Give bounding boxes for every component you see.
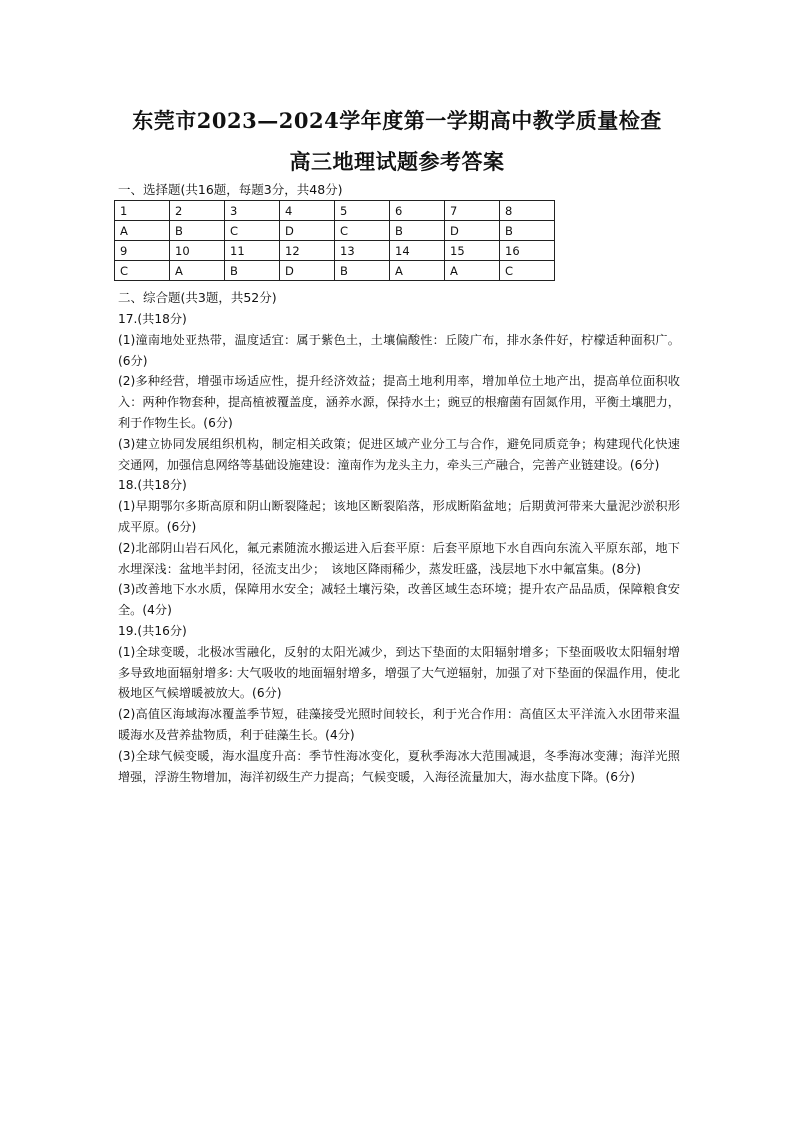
answer-paragraph: (3)改善地下水水质，保障用水安全；减轻土壤污染，改善区域生态环境；提升农产品品质，保障粮食安全。(4分) bbox=[118, 582, 680, 618]
table-cell-answer: A bbox=[445, 261, 500, 281]
table-cell-number: 15 bbox=[445, 241, 500, 261]
table-cell-number: 11 bbox=[225, 241, 280, 261]
table-row-answers bbox=[115, 261, 555, 281]
table-cell-number: 7 bbox=[445, 201, 500, 221]
table-cell-answer: D bbox=[445, 221, 500, 241]
answer-paragraph: (1)早期鄂尔多斯高原和阴山断裂隆起；该地区断裂陷落，形成断陷盆地；后期黄河带来大量泥沙淤积形成平原。(6分) bbox=[118, 499, 680, 534]
table-cell-answer: A bbox=[170, 261, 225, 281]
table-cell-number: 10 bbox=[170, 241, 225, 261]
table-cell-answer: C bbox=[225, 221, 280, 241]
table-cell-number: 14 bbox=[390, 241, 445, 261]
question-18 bbox=[118, 475, 680, 621]
table-row-question-numbers bbox=[115, 241, 555, 261]
section-heading-choice: 一、选择题(共16题，每题3分，共48分) bbox=[118, 182, 343, 197]
table-cell-answer: B bbox=[170, 221, 225, 241]
answer-paragraph: (1)全球变暖，北极冰雪融化，反射的太阳光减少，到达下垫面的太阳辐射增多；下垫面吸收太阳辐射增多导致地面辐射增多: 大气吸收的地面辐射增多，增强了大气逆辐射，加强了对下垫面的保温作用，使北极地区气候增暖被放大。(6分) bbox=[118, 644, 680, 701]
answer-paragraph: (1)潼南地处亚热带，温度适宜：属于紫色土，土壤偏酸性：丘陵广布，排水条件好，柠檬适种面积广。(6分) bbox=[118, 332, 680, 368]
section-heading-comprehensive: 二、综合题(共3题，共52分) bbox=[118, 290, 277, 305]
table-cell-answer: A bbox=[390, 261, 445, 281]
table-cell-answer: B bbox=[335, 261, 390, 281]
table-row-question-numbers bbox=[115, 201, 555, 221]
table-cell-number: 4 bbox=[280, 201, 335, 221]
answer-paragraph: (2)多种经营，增强市场适应性，提升经济效益；提高土地利用率，增加单位土地产出，提高单位面积收入：两种作物套种，提高植被覆盖度，涵养水源，保持水土；豌豆的根瘤菌有固氮作用，平衡土壤肥力，利于作物生长。(6分) bbox=[118, 374, 680, 430]
question-19 bbox=[118, 621, 680, 787]
table-cell-number: 6 bbox=[390, 201, 445, 221]
table-cell-answer: C bbox=[500, 261, 555, 281]
table-cell-answer: C bbox=[115, 261, 170, 281]
table-cell-number: 9 bbox=[115, 241, 170, 261]
answer-paragraph: (3)全球气候变暖，海水温度升高：季节性海冰变化，夏秋季海冰大范围减退，冬季海冰变薄；海洋光照增强，浮游生物增加，海洋初级生产力提高；气候变暖，入海径流量加大，海水盐度下降。(6分) bbox=[118, 748, 680, 784]
table-cell-answer: C bbox=[335, 221, 390, 241]
table-cell-number: 5 bbox=[335, 201, 390, 221]
answer-paragraph: (2)北部阴山岩石风化，氟元素随流水搬运进入后套平原：后套平原地下水自西向东流入平原东部，地下水埋深浅：盆地半封闭，径流支出少； 该地区降雨稀少，蒸发旺盛，浅层地下水中氟富集。(8分) bbox=[118, 540, 680, 576]
table-cell-number: 12 bbox=[280, 241, 335, 261]
table-cell-number: 16 bbox=[500, 241, 555, 261]
document-subtitle: 高三地理试题参考答案 bbox=[289, 149, 505, 174]
table-cell-answer: B bbox=[500, 221, 555, 241]
table-cell-answer: D bbox=[280, 261, 335, 281]
question-heading: 18.(共18分) bbox=[118, 478, 187, 493]
table-cell-number: 8 bbox=[500, 201, 555, 221]
table-cell-answer: B bbox=[390, 221, 445, 241]
table-cell-answer: D bbox=[280, 221, 335, 241]
question-heading: 17.(共18分) bbox=[118, 312, 187, 326]
answers-content bbox=[118, 309, 680, 787]
table-cell-answer: A bbox=[115, 221, 170, 241]
answer-table bbox=[114, 200, 555, 281]
table-cell-number: 1 bbox=[115, 201, 170, 221]
table-cell-number: 13 bbox=[335, 241, 390, 261]
table-row-answers bbox=[115, 221, 555, 241]
answer-paragraph: (3)建立协同发展组织机构，制定相关政策；促进区域产业分工与合作，避免同质竞争；构建现代化快速交通网，加强信息网络等基础设施建设：潼南作为龙头主力，牵头三产融合，完善产业链建设。(6分) bbox=[118, 436, 680, 472]
answer-paragraph: (2)高值区海域海冰覆盖季节短，硅藻接受光照时间较长，利于光合作用：高值区太平洋流入水团带来温暖海水及营养盐物质，利于硅藻生长。(4分) bbox=[118, 707, 680, 742]
question-heading: 19.(共16分) bbox=[118, 623, 187, 638]
table-cell-number: 3 bbox=[225, 201, 280, 221]
table-cell-answer: B bbox=[225, 261, 280, 281]
table-cell-number: 2 bbox=[170, 201, 225, 221]
document-title: 东莞市2023—2024学年度第一学期高中教学质量检查 bbox=[132, 108, 662, 133]
question-17 bbox=[118, 309, 680, 475]
